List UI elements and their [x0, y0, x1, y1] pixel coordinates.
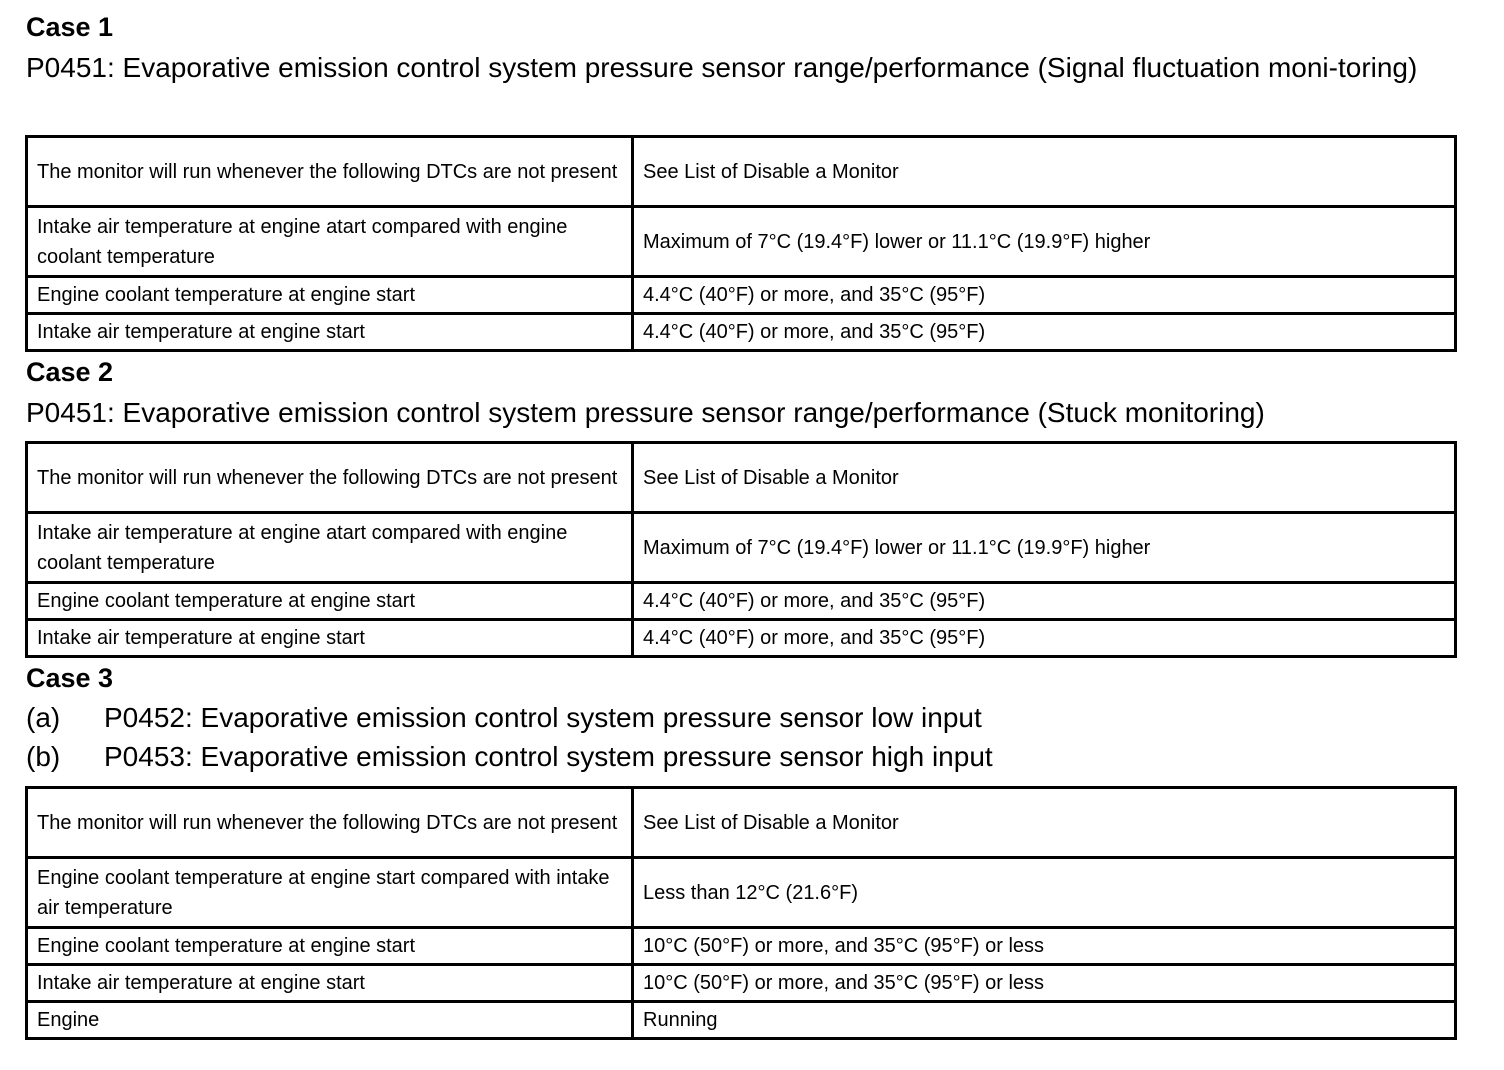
condition-cell: Intake air temperature at engine atart compared with engine coolant temperature — [27, 513, 633, 583]
case-2-heading: Case 2 — [26, 357, 114, 387]
case-1-description: P0451: Evaporative emission control system pressure sensor range/performance (Signal fluctuation moni-toring) — [26, 52, 1418, 83]
case-1-heading: Case 1 — [26, 12, 114, 42]
table-row — [27, 965, 1456, 1002]
table-row — [27, 788, 1456, 858]
value-cell: See List of Disable a Monitor — [633, 137, 1456, 207]
value-cell: See List of Disable a Monitor — [633, 443, 1456, 513]
value-cell: Running — [633, 1002, 1456, 1039]
condition-cell: Intake air temperature at engine start — [27, 620, 633, 657]
condition-cell: Engine coolant temperature at engine start — [27, 277, 633, 314]
table-row — [27, 928, 1456, 965]
item-text: P0453: Evaporative emission control system pressure sensor high input — [104, 741, 993, 772]
value-cell: 4.4°C (40°F) or more, and 35°C (95°F) — [633, 620, 1456, 657]
table-row — [27, 314, 1456, 351]
table-row — [27, 513, 1456, 583]
condition-cell: Intake air temperature at engine start — [27, 965, 633, 1002]
table-row — [27, 858, 1456, 928]
item-marker: (a) — [26, 702, 61, 733]
condition-cell: The monitor will run whenever the following DTCs are not present — [27, 137, 633, 207]
table-row — [27, 443, 1456, 513]
case-3-conditions-table — [25, 786, 1457, 1040]
table-row — [27, 620, 1456, 657]
table-row — [27, 583, 1456, 620]
value-cell: 4.4°C (40°F) or more, and 35°C (95°F) — [633, 583, 1456, 620]
condition-cell: Engine — [27, 1002, 633, 1039]
table-row — [27, 277, 1456, 314]
value-cell: Maximum of 7°C (19.4°F) lower or 11.1°C (19.9°F) higher — [633, 207, 1456, 277]
condition-cell: Engine coolant temperature at engine start — [27, 583, 633, 620]
case-1-conditions-table — [25, 135, 1457, 352]
table-row — [27, 1002, 1456, 1039]
value-cell: See List of Disable a Monitor — [633, 788, 1456, 858]
table-row — [27, 207, 1456, 277]
case-3-item-b — [26, 739, 993, 775]
value-cell: Maximum of 7°C (19.4°F) lower or 11.1°C (19.9°F) higher — [633, 513, 1456, 583]
item-marker: (b) — [26, 741, 61, 772]
case-3-heading: Case 3 — [26, 663, 114, 693]
case-3-item-a — [26, 700, 982, 736]
value-cell: 4.4°C (40°F) or more, and 35°C (95°F) — [633, 314, 1456, 351]
table-row — [27, 137, 1456, 207]
condition-cell: Engine coolant temperature at engine start compared with intake air temperature — [27, 858, 633, 928]
condition-cell: The monitor will run whenever the following DTCs are not present — [27, 788, 633, 858]
condition-cell: Intake air temperature at engine atart compared with engine coolant temperature — [27, 207, 633, 277]
condition-cell: The monitor will run whenever the following DTCs are not present — [27, 443, 633, 513]
condition-cell: Intake air temperature at engine start — [27, 314, 633, 351]
case-2-conditions-table — [25, 441, 1457, 658]
value-cell: 4.4°C (40°F) or more, and 35°C (95°F) — [633, 277, 1456, 314]
item-text: P0452: Evaporative emission control system pressure sensor low input — [104, 702, 982, 733]
value-cell: 10°C (50°F) or more, and 35°C (95°F) or less — [633, 965, 1456, 1002]
value-cell: 10°C (50°F) or more, and 35°C (95°F) or less — [633, 928, 1456, 965]
condition-cell: Engine coolant temperature at engine start — [27, 928, 633, 965]
value-cell: Less than 12°C (21.6°F) — [633, 858, 1456, 928]
case-2-description: P0451: Evaporative emission control system pressure sensor range/performance (Stuck monitoring) — [26, 397, 1265, 428]
